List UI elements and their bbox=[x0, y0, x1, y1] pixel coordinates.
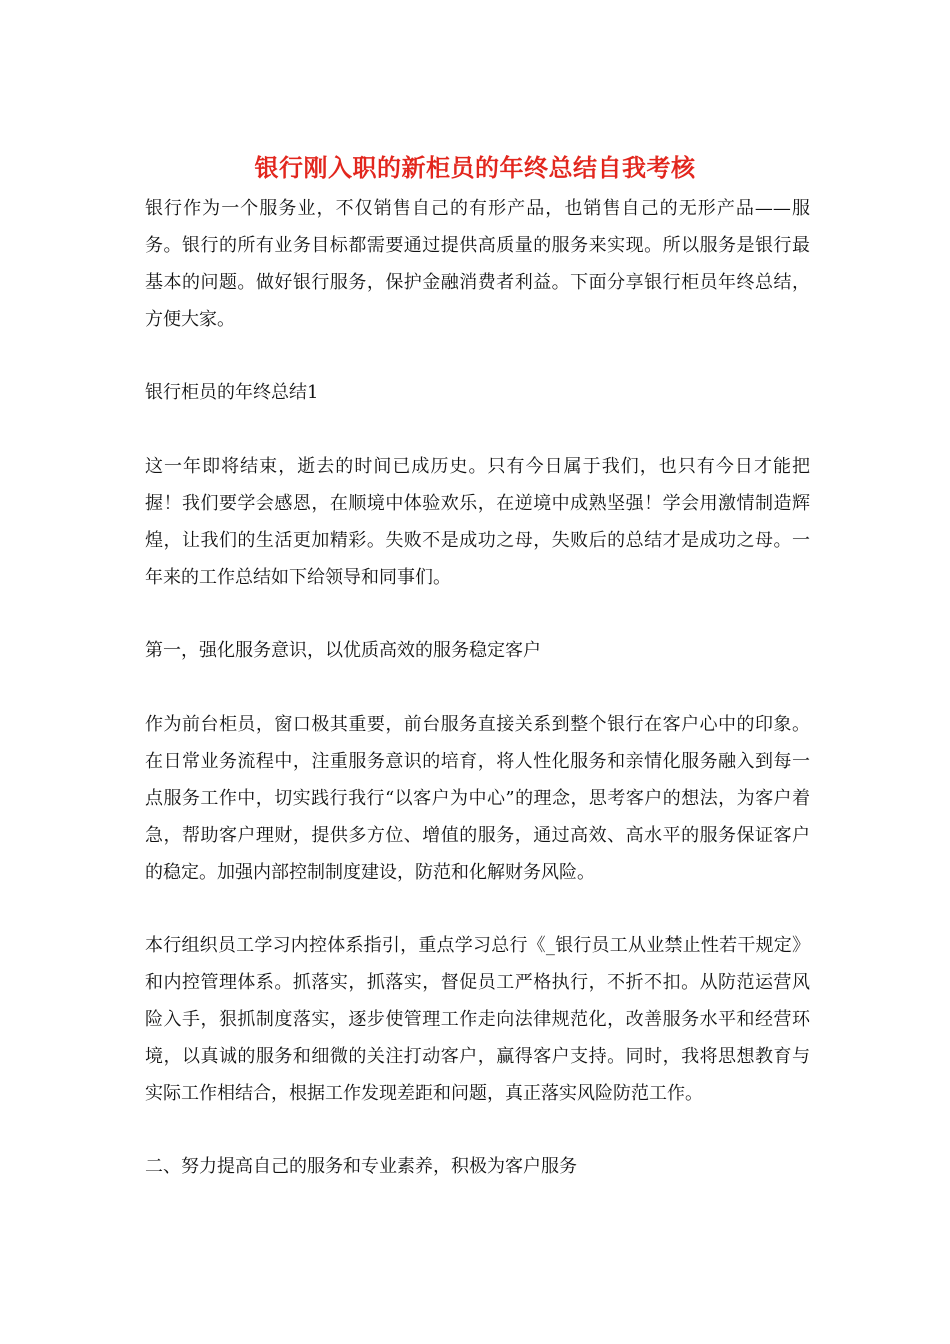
internal-control-paragraph: 本行组织员工学习内控体系指引，重点学习总行《_银行员工从业禁止性若干规定》和内控管理体系。抓落实，抓落实，督促员工严格执行，不折不扣。从防范运营风险入手，狠抓制度落实，逐步使管理工作走向法律规范化，改善服务水平和经营环境，以真诚的服务和细微的关注打动客户，赢得客户支持。同时，我将思想教育与实际工作相结合，根据工作发现差距和问题，真正落实风险防范工作。 bbox=[145, 935, 810, 1104]
document-body bbox=[145, 190, 810, 1222]
section-heading-second: 二、努力提高自己的服务和专业素养，积极为客户服务 bbox=[145, 1156, 577, 1177]
document-title: 银行刚入职的新柜员的年终总结自我考核 bbox=[254, 153, 696, 182]
service-paragraph: 作为前台柜员，窗口极其重要，前台服务直接关系到整个银行在客户心中的印象。在日常业务流程中，注重服务意识的培育，将人性化服务和亲情化服务融入到每一点服务工作中，切实践行我行“以客户为中心”的理念，思考客户的想法，为客户着急，帮助客户理财，提供多方位、增值的服务，通过高效、高水平的服务保证客户的稳定。加强内部控制制度建设，防范和化解财务风险。 bbox=[145, 714, 810, 883]
summary-paragraph: 这一年即将结束，逝去的时间已成历史。只有今日属于我们，也只有今日才能把握！我们要学会感恩，在顺境中体验欢乐，在逆境中成熟坚强！学会用激情制造辉煌，让我们的生活更加精彩。失败不是成功之母，失败后的总结才是成功之母。一年来的工作总结如下给领导和同事们。 bbox=[145, 456, 810, 588]
section-heading-first: 第一，强化服务意识，以优质高效的服务稳定客户 bbox=[145, 640, 541, 661]
section-heading-summary-1: 银行柜员的年终总结1 bbox=[145, 382, 319, 403]
intro-paragraph: 银行作为一个服务业，不仅销售自己的有形产品，也销售自己的无形产品——服务。银行的所有业务目标都需要通过提供高质量的服务来实现。所以服务是银行最基本的问题。做好银行服务，保护金融消费者利益。下面分享银行柜员年终总结，方便大家。 bbox=[145, 198, 810, 330]
